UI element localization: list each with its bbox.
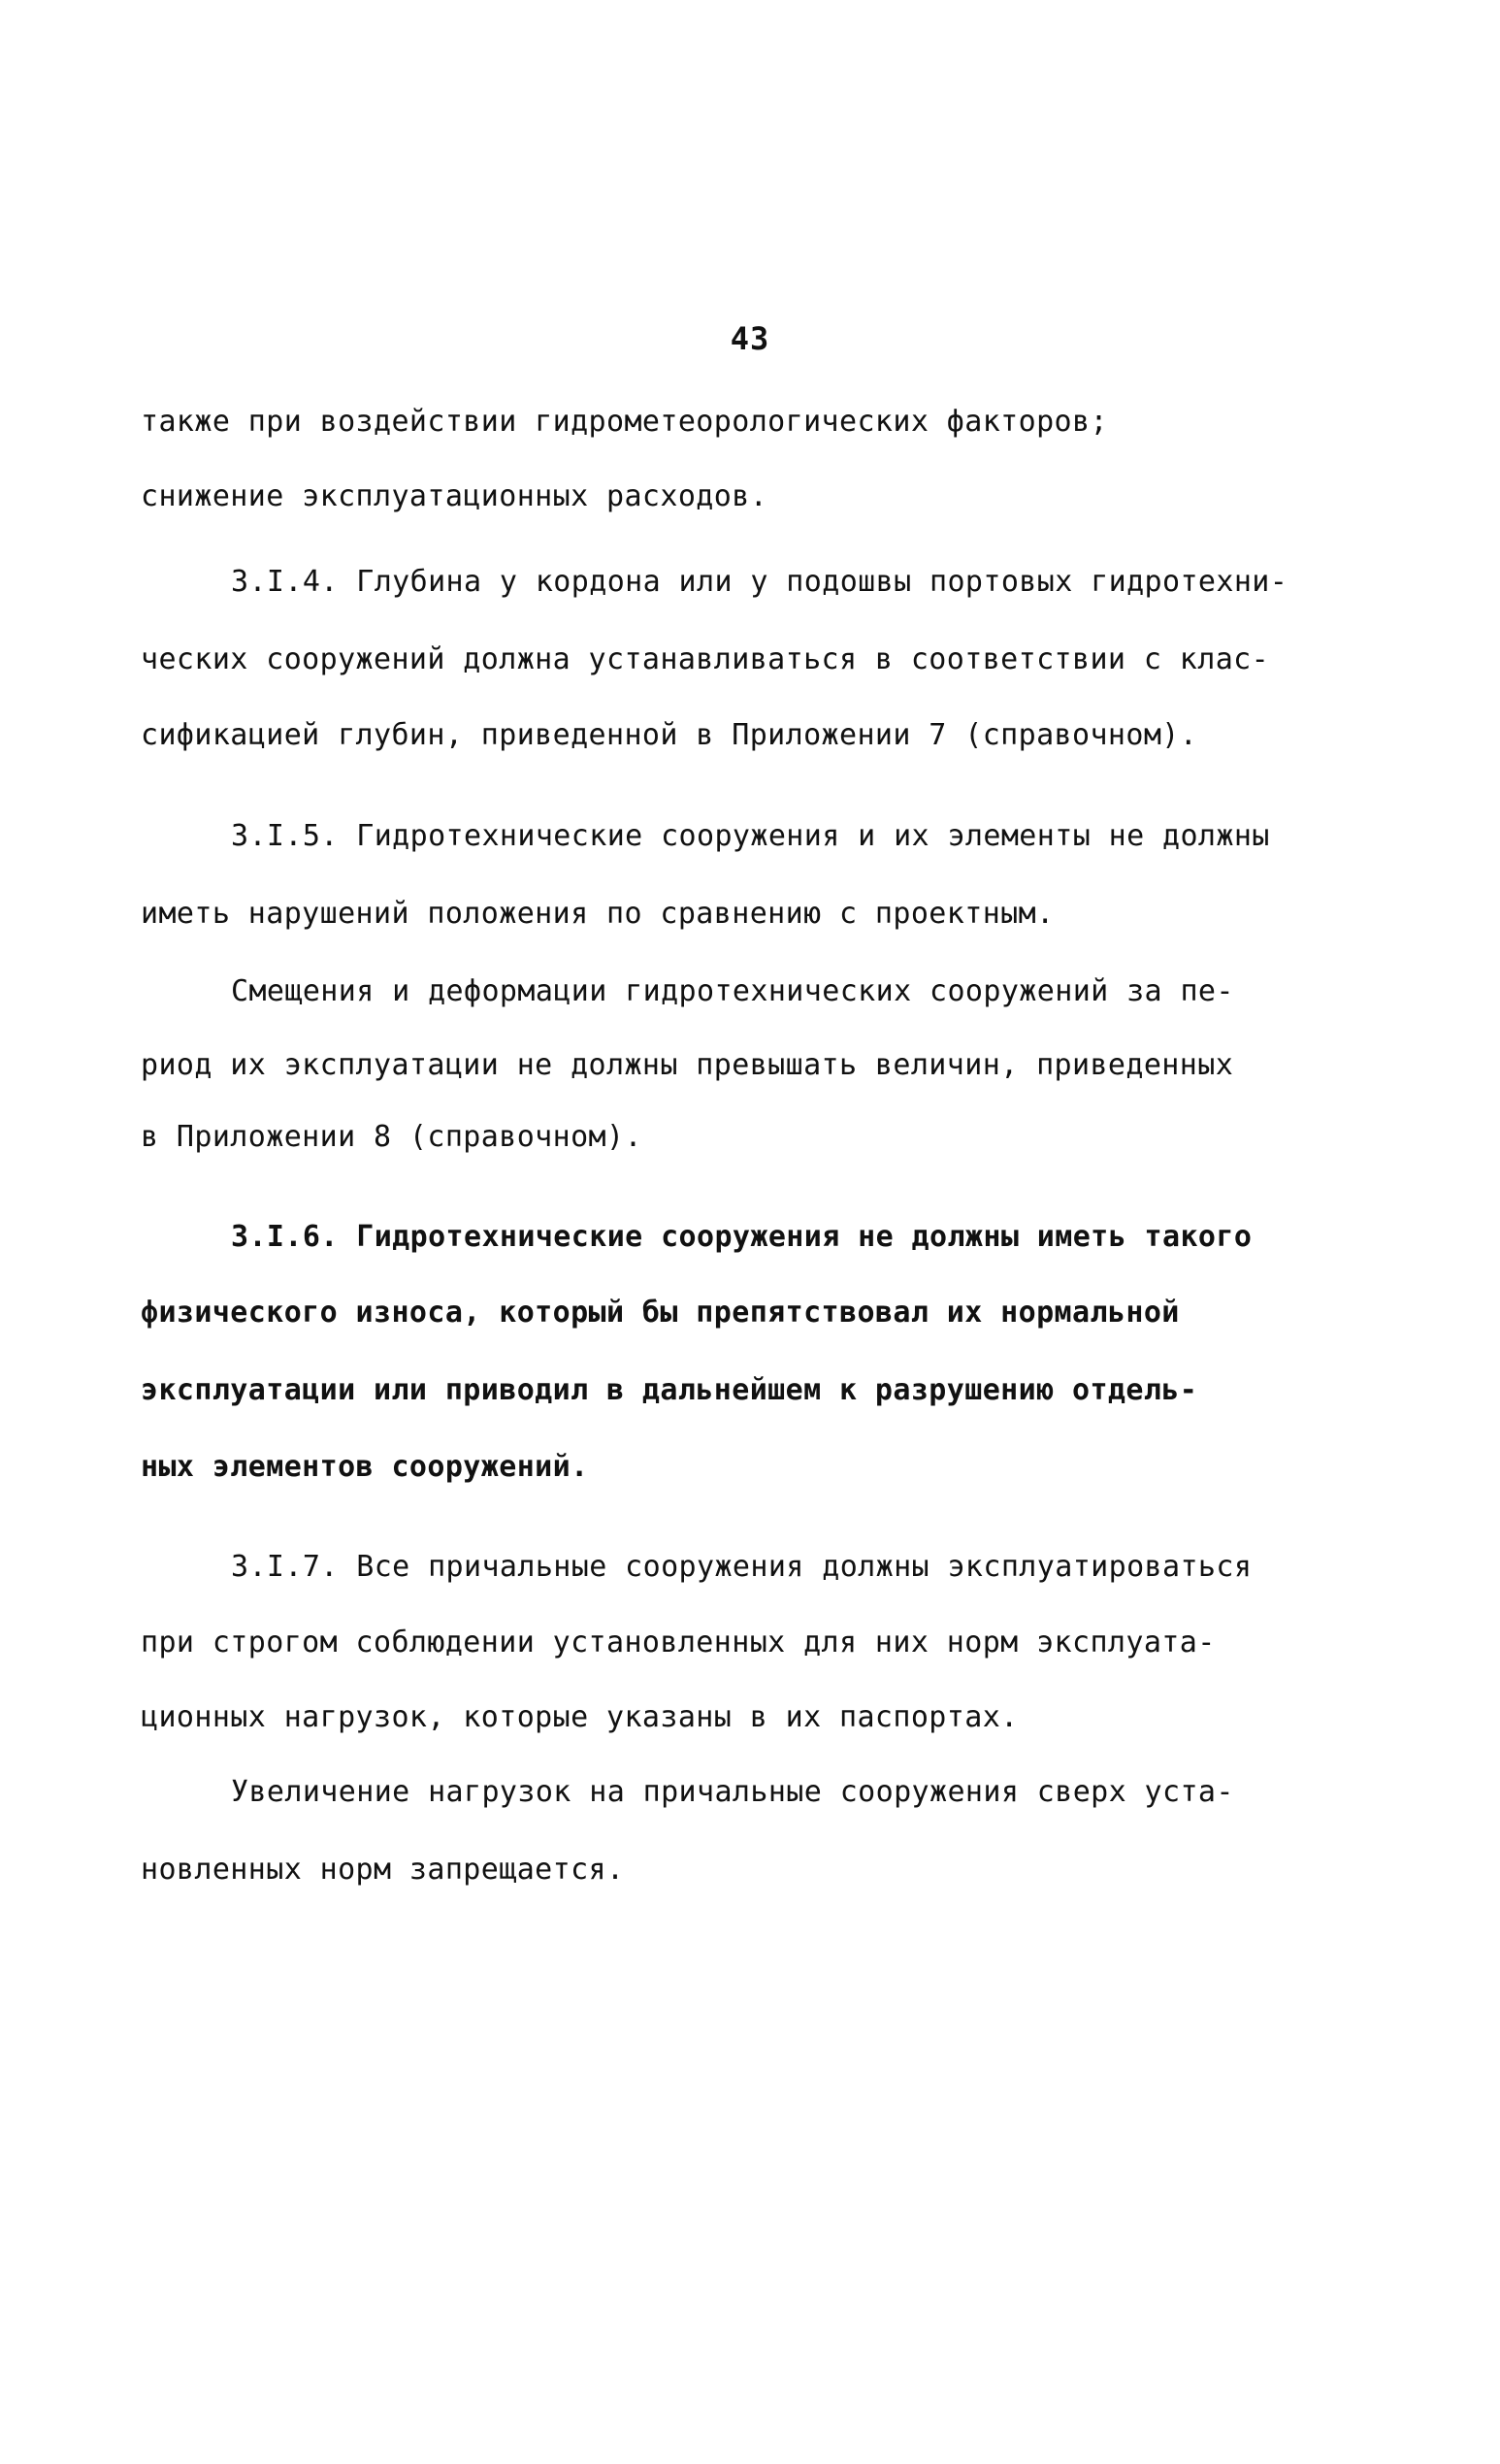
text-line: ческих сооружений должна устанавливаться в соответствии с клас- (141, 642, 1270, 676)
text-line: ционных нагрузок, которые указаны в их паспортах. (141, 1700, 1019, 1734)
text-line: Смещения и деформации гидротехнических сооружений за пе- (231, 974, 1234, 1008)
clause-3-1-5-line: 3.I.5. Гидротехнические сооружения и их элементы не должны (231, 819, 1270, 853)
text-line: при строгом соблюдении установленных для них норм эксплуата- (141, 1626, 1216, 1659)
clause-3-1-7-line: 3.I.7. Все причальные сооружения должны эксплуатироваться (231, 1550, 1253, 1584)
text-line: Увеличение нагрузок на причальные сооружения сверх уста- (231, 1775, 1234, 1809)
page-number: 43 (730, 320, 770, 357)
text-line: эксплуатации или приводил в дальнейшем к разрушению отдель- (141, 1373, 1198, 1407)
clause-3-1-6-line: 3.I.6. Гидротехнические сооружения не должны иметь такого (231, 1220, 1253, 1254)
text-line: иметь нарушений положения по сравнению с проектным. (141, 897, 1055, 931)
text-line: новленных норм запрещается. (141, 1853, 625, 1887)
clause-3-1-4-line: 3.I.4. Глубина у кордона или у подошвы портовых гидротехни- (231, 565, 1288, 599)
text-line: в Приложении 8 (справочном). (141, 1120, 642, 1154)
text-line: риод их эксплуатации не должны превышать величин, приведенных (141, 1048, 1234, 1082)
text-line: физического износа, который бы препятствовал их нормальной (141, 1296, 1180, 1330)
text-line: ных элементов сооружений. (141, 1450, 589, 1484)
text-line: снижение эксплуатационных расходов. (141, 479, 768, 513)
text-line: сификацией глубин, приведенной в Приложении 7 (справочном). (141, 718, 1198, 752)
text-line: также при воздействии гидрометеорологических факторов; (141, 405, 1108, 439)
